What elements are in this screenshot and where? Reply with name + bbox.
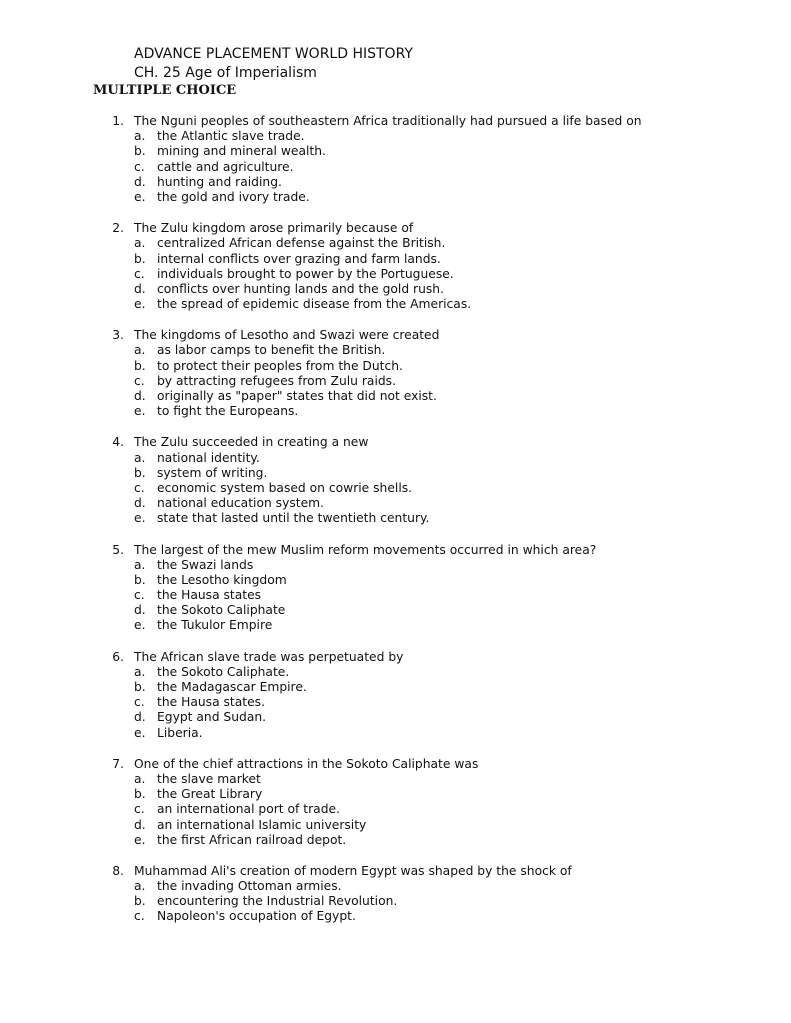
answer-option <box>0 374 791 389</box>
question-stem <box>0 435 791 450</box>
option-letter: d. <box>134 174 146 189</box>
answer-option <box>0 909 791 924</box>
question-number: 4. <box>112 435 124 450</box>
question-text: The African slave trade was perpetuated by <box>134 649 404 664</box>
answer-option <box>0 618 791 633</box>
question-text: Muhammad Ali's creation of modern Egypt was shaped by the shock of <box>134 863 572 878</box>
answer-option <box>0 144 791 159</box>
question-text: The largest of the mew Muslim reform movements occurred in which area? <box>134 542 597 557</box>
question-stem <box>0 864 791 879</box>
option-letter: c. <box>134 373 145 388</box>
option-text: economic system based on cowrie shells. <box>157 480 413 495</box>
answer-option <box>0 894 791 909</box>
question-text: One of the chief attractions in the Sokoto Caliphate was <box>134 756 479 771</box>
option-text: the Madagascar Empire. <box>157 680 307 694</box>
option-text: the Tukulor Empire <box>157 618 273 633</box>
answer-option <box>0 710 791 725</box>
option-text: mining and mineral wealth. <box>157 144 326 159</box>
question-stem <box>0 221 791 236</box>
option-letter: d. <box>134 710 146 725</box>
option-letter: d. <box>134 603 146 618</box>
answer-option <box>0 772 791 787</box>
answer-option <box>0 129 791 144</box>
question-item <box>0 328 791 419</box>
question-text: The Zulu kingdom arose primarily because of <box>134 221 414 236</box>
question-text: The Nguni peoples of southeastern Africa traditionally had pursued a life based on <box>134 114 642 128</box>
option-letter: e. <box>134 404 146 419</box>
option-letter: c. <box>134 909 145 924</box>
answer-option <box>0 359 791 374</box>
option-text: an international port of trade. <box>157 802 340 817</box>
option-text: conflicts over hunting lands and the gold rush. <box>157 281 445 296</box>
question-item <box>0 650 791 741</box>
option-letter: c. <box>134 266 145 281</box>
question-number: 5. <box>112 542 124 557</box>
question-number: 3. <box>112 328 124 343</box>
answer-option <box>0 726 791 741</box>
question-number: 7. <box>112 756 124 771</box>
option-text: as labor camps to benefit the British. <box>157 343 386 358</box>
course-title: ADVANCE PLACEMENT WORLD HISTORY <box>134 46 413 62</box>
section-title: MULTIPLE CHOICE <box>93 83 237 98</box>
option-letter: e. <box>134 832 146 847</box>
answer-option <box>0 695 791 710</box>
option-letter: d. <box>134 496 146 511</box>
answer-option <box>0 252 791 267</box>
answer-option <box>0 160 791 175</box>
answer-option <box>0 573 791 588</box>
option-text: the slave market <box>157 771 261 786</box>
option-letter: a. <box>134 129 146 144</box>
answer-option <box>0 802 791 817</box>
question-item <box>0 757 791 848</box>
option-text: centralized African defense against the British. <box>157 236 446 251</box>
option-text: an international Islamic university <box>157 817 367 832</box>
answer-option <box>0 451 791 466</box>
option-letter: b. <box>134 572 146 587</box>
answer-option <box>0 466 791 481</box>
question-number: 1. <box>112 114 124 128</box>
question-item <box>0 543 791 634</box>
option-letter: b. <box>134 144 146 159</box>
option-text: cattle and agriculture. <box>157 159 294 174</box>
question-text: The kingdoms of Lesotho and Swazi were created <box>134 328 440 343</box>
answer-option <box>0 588 791 603</box>
option-text: national identity. <box>157 450 260 465</box>
answer-option <box>0 297 791 312</box>
option-letter: b. <box>134 465 146 480</box>
question-list <box>0 114 791 941</box>
question-number: 6. <box>112 649 124 664</box>
option-text: the invading Ottoman armies. <box>157 879 342 894</box>
option-text: system of writing. <box>157 465 268 480</box>
option-text: the Sokoto Caliphate. <box>157 664 290 679</box>
answer-option <box>0 343 791 358</box>
question-item <box>0 114 791 205</box>
option-letter: a. <box>134 771 146 786</box>
option-letter: e. <box>134 725 146 740</box>
question-item <box>0 435 791 526</box>
answer-option <box>0 267 791 282</box>
option-letter: c. <box>134 480 145 495</box>
option-text: the Atlantic slave trade. <box>157 129 305 144</box>
answer-option <box>0 787 791 802</box>
option-letter: a. <box>134 450 146 465</box>
answer-option <box>0 282 791 297</box>
question-text: The Zulu succeeded in creating a new <box>134 435 369 450</box>
answer-option <box>0 389 791 404</box>
option-text: the gold and ivory trade. <box>157 189 310 204</box>
option-text: the Swazi lands <box>157 557 254 572</box>
option-text: the Great Library <box>157 787 263 802</box>
answer-option <box>0 190 791 205</box>
answer-option <box>0 603 791 618</box>
answer-option <box>0 404 791 419</box>
answer-option <box>0 665 791 680</box>
option-letter: c. <box>134 588 145 603</box>
option-letter: a. <box>134 557 146 572</box>
option-letter: b. <box>134 358 146 373</box>
option-text: national education system. <box>157 496 325 511</box>
option-letter: a. <box>134 343 146 358</box>
option-letter: d. <box>134 817 146 832</box>
option-text: the first African railroad depot. <box>157 832 347 847</box>
answer-option <box>0 481 791 496</box>
option-text: by attracting refugees from Zulu raids. <box>157 373 396 388</box>
option-text: the Lesotho kingdom <box>157 572 287 587</box>
option-text: Egypt and Sudan. <box>157 710 267 725</box>
option-letter: b. <box>134 251 146 266</box>
question-number: 2. <box>112 221 124 236</box>
option-letter: a. <box>134 236 146 251</box>
question-stem <box>0 757 791 772</box>
option-letter: e. <box>134 511 146 526</box>
answer-option <box>0 558 791 573</box>
option-text: to protect their peoples from the Dutch. <box>157 358 403 373</box>
answer-option <box>0 236 791 251</box>
question-stem <box>0 328 791 343</box>
option-letter: a. <box>134 664 146 679</box>
question-number: 8. <box>112 863 124 878</box>
option-text: individuals brought to power by the Portuguese. <box>157 266 454 281</box>
chapter-title: CH. 25 Age of Imperialism <box>134 65 317 81</box>
option-text: the Sokoto Caliphate <box>157 603 286 618</box>
option-letter: c. <box>134 695 145 710</box>
option-text: hunting and raiding. <box>157 174 282 189</box>
option-text: internal conflicts over grazing and farm lands. <box>157 251 441 266</box>
answer-option <box>0 175 791 190</box>
option-text: encountering the Industrial Revolution. <box>157 894 398 909</box>
option-letter: e. <box>134 189 146 204</box>
option-letter: d. <box>134 389 146 403</box>
question-stem <box>0 543 791 558</box>
answer-option <box>0 879 791 894</box>
option-letter: c. <box>134 802 145 817</box>
question-item <box>0 864 791 925</box>
answer-option <box>0 511 791 526</box>
answer-option <box>0 496 791 511</box>
option-text: originally as "paper" states that did not exist. <box>157 389 437 403</box>
option-text: to fight the Europeans. <box>157 404 299 419</box>
option-text: Napoleon's occupation of Egypt. <box>157 909 356 924</box>
option-letter: a. <box>134 879 146 894</box>
answer-option <box>0 680 791 695</box>
question-item <box>0 221 791 312</box>
question-stem <box>0 114 791 129</box>
option-text: state that lasted until the twentieth century. <box>157 511 430 526</box>
answer-option <box>0 818 791 833</box>
option-letter: b. <box>134 787 146 802</box>
question-stem <box>0 650 791 665</box>
option-letter: d. <box>134 281 146 296</box>
option-text: Liberia. <box>157 725 203 740</box>
option-letter: e. <box>134 297 146 312</box>
option-letter: b. <box>134 894 146 909</box>
option-text: the Hausa states. <box>157 695 265 710</box>
option-letter: e. <box>134 618 146 633</box>
option-text: the Hausa states <box>157 588 262 603</box>
answer-option <box>0 833 791 848</box>
option-letter: c. <box>134 159 145 174</box>
option-text: the spread of epidemic disease from the Americas. <box>157 297 472 312</box>
option-letter: b. <box>134 680 146 694</box>
